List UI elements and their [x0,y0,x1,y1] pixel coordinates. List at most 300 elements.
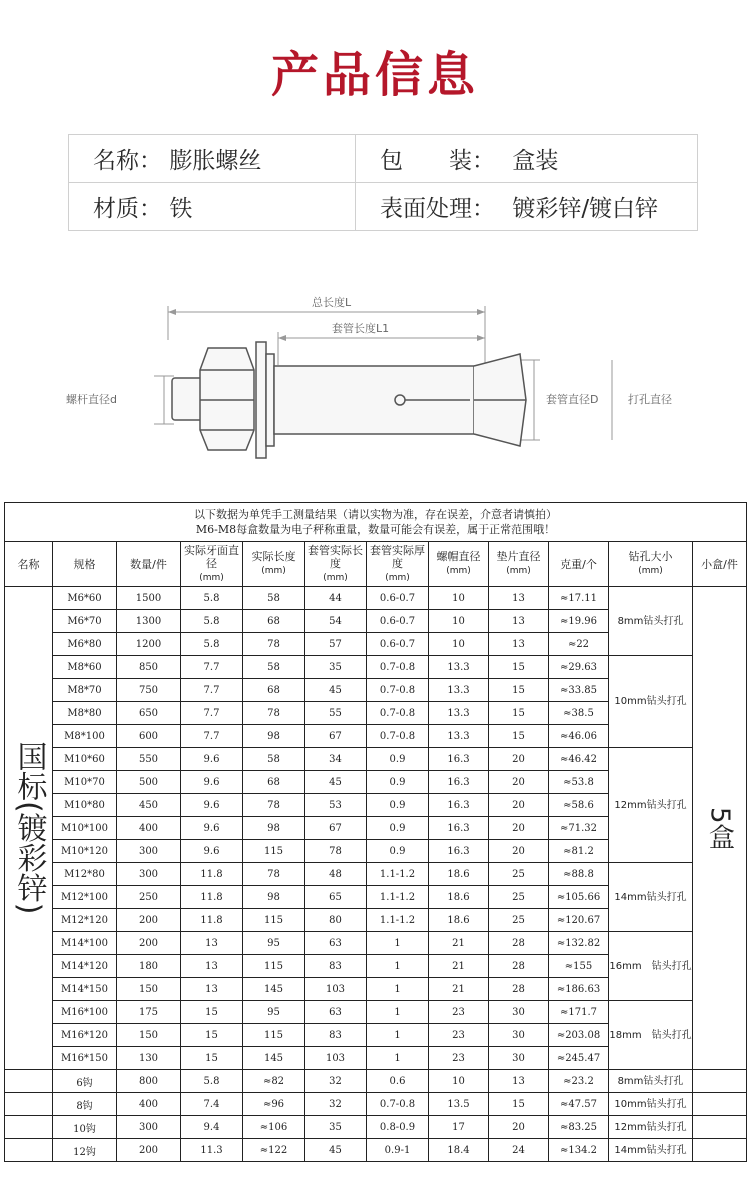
cell-thread: 9.6 [181,794,243,817]
header-sleeve-length-label: 套管实际长度 [308,543,363,570]
cell-sleeve-length: 45 [305,679,367,702]
name-label: 名称： [93,148,162,174]
cell-spec: M14*100 [53,932,117,955]
cell-thread: 5.8 [181,610,243,633]
cell-length: 58 [243,587,305,610]
cell-length: ≈122 [243,1139,305,1162]
cell-sleeve-thickness: 0.6-0.7 [367,633,429,656]
cell-spec: M8*60 [53,656,117,679]
header-sleeve-thickness-label: 套管实际厚度 [370,543,425,570]
table-row [5,748,747,771]
cell-length: ≈106 [243,1116,305,1139]
cell-sleeve-thickness: 0.7-0.8 [367,679,429,702]
cell-spec: M12*80 [53,863,117,886]
unit-label: (mm) [446,566,471,576]
cell-weight: ≈19.96 [549,610,609,633]
cell-length: 145 [243,1047,305,1070]
cell-qty: 400 [117,1093,181,1116]
cell-sleeve-length: 67 [305,817,367,840]
cell-sleeve-thickness: 0.9-1 [367,1139,429,1162]
cell-nut: 13.3 [429,679,489,702]
cell-length: ≈96 [243,1093,305,1116]
header-name: 名称 [5,542,53,587]
category-cell-empty [5,1116,53,1139]
cell-thread: 11.3 [181,1139,243,1162]
cell-spec: 12钩 [53,1139,117,1162]
category-cell-empty [5,1093,53,1116]
cell-sleeve-thickness: 1 [367,1024,429,1047]
table-row [5,1116,747,1139]
cell-sleeve-length: 55 [305,702,367,725]
cell-nut: 18.4 [429,1139,489,1162]
table-row [5,863,747,886]
cell-length: 115 [243,909,305,932]
drill-size-cell: 8mm钻头打孔 [609,587,693,656]
cell-weight: ≈120.67 [549,909,609,932]
cell-spec: M12*100 [53,886,117,909]
cell-spec: M8*80 [53,702,117,725]
cell-qty: 200 [117,1139,181,1162]
cell-spec: M8*100 [53,725,117,748]
cell-length: ≈82 [243,1070,305,1093]
cell-thread: 11.8 [181,909,243,932]
unit-label: (mm) [323,572,348,583]
cell-washer: 30 [489,1024,549,1047]
cell-nut: 13.3 [429,656,489,679]
cell-sleeve-thickness: 0.9 [367,748,429,771]
table-row [5,1070,747,1093]
surface-value: 镀彩锌/镀白锌 [512,196,659,222]
cell-sleeve-thickness: 1.1-1.2 [367,886,429,909]
cell-spec: M6*60 [53,587,117,610]
cell-sleeve-length: 67 [305,725,367,748]
cell-spec: 10钩 [53,1116,117,1139]
header-nut-label: 螺帽直径 [436,550,481,563]
cell-thread: 15 [181,1001,243,1024]
cell-weight: ≈186.63 [549,978,609,1001]
cell-nut: 16.3 [429,817,489,840]
surface-cell [356,183,698,231]
cell-sleeve-length: 103 [305,978,367,1001]
table-header-row [5,542,747,587]
cell-washer: 30 [489,1047,549,1070]
cell-thread: 9.4 [181,1116,243,1139]
cell-weight: ≈17.11 [549,587,609,610]
cell-nut: 21 [429,978,489,1001]
cell-sleeve-thickness: 0.7-0.8 [367,1093,429,1116]
cell-washer: 15 [489,656,549,679]
unit-label: (mm) [385,572,410,583]
page-title: 产品信息 [270,47,479,103]
cell-weight: ≈38.5 [549,702,609,725]
note-line: 以下数据为单凭手工测量结果（请以实物为准，存在误差，介意者请慎拍） [194,508,558,521]
header-washer-label: 垫片直径 [496,550,541,563]
cell-length: 115 [243,955,305,978]
box-count-cell: 5盒 [693,587,747,1070]
cell-sleeve-thickness: 0.7-0.8 [367,656,429,679]
cell-weight: ≈58.6 [549,794,609,817]
cell-qty: 600 [117,725,181,748]
cell-qty: 550 [117,748,181,771]
cell-length: 145 [243,978,305,1001]
cell-sleeve-length: 53 [305,794,367,817]
cell-thread: 5.8 [181,587,243,610]
cell-length: 78 [243,863,305,886]
cell-sleeve-thickness: 0.9 [367,840,429,863]
cell-length: 98 [243,817,305,840]
cell-sleeve-thickness: 0.7-0.8 [367,702,429,725]
cell-nut: 18.6 [429,886,489,909]
table-note [5,503,747,542]
cell-spec: M10*70 [53,771,117,794]
cell-thread: 13 [181,978,243,1001]
box-count-cell-empty [693,1139,747,1162]
cell-weight: ≈105.66 [549,886,609,909]
cell-sleeve-length: 83 [305,1024,367,1047]
material-label: 材质： [93,196,162,222]
cell-length: 68 [243,771,305,794]
cell-washer: 30 [489,1001,549,1024]
cell-thread: 9.6 [181,840,243,863]
cell-sleeve-length: 54 [305,610,367,633]
cell-weight: ≈33.85 [549,679,609,702]
cell-sleeve-thickness: 1 [367,1047,429,1070]
cell-sleeve-thickness: 1 [367,1001,429,1024]
cell-qty: 130 [117,1047,181,1070]
cell-thread: 9.6 [181,748,243,771]
cell-sleeve-length: 32 [305,1070,367,1093]
cell-thread: 5.8 [181,633,243,656]
cell-nut: 13.5 [429,1093,489,1116]
total-length-label: 总长度L [312,296,352,309]
cell-weight: ≈88.8 [549,863,609,886]
pack-value: 盒装 [512,148,559,174]
cell-spec: M16*100 [53,1001,117,1024]
cell-spec: M16*150 [53,1047,117,1070]
cell-washer: 20 [489,840,549,863]
header-weight: 克重/个 [549,542,609,587]
cell-spec: M6*70 [53,610,117,633]
cell-nut: 16.3 [429,794,489,817]
cell-washer: 25 [489,886,549,909]
cell-sleeve-length: 65 [305,886,367,909]
cell-washer: 25 [489,863,549,886]
cell-sleeve-length: 103 [305,1047,367,1070]
box-count-cell-empty [693,1093,747,1116]
cell-sleeve-thickness: 1 [367,955,429,978]
cell-qty: 1200 [117,633,181,656]
cell-weight: ≈23.2 [549,1070,609,1093]
cell-washer: 15 [489,725,549,748]
cell-qty: 150 [117,978,181,1001]
table-row [5,932,747,955]
category-cell-empty [5,1070,53,1093]
note-line: M6-M8每盒数量为电子秤称重量，数量可能会有误差，属于正常范围哦！ [195,523,556,536]
cell-spec: M10*60 [53,748,117,771]
cell-thread: 5.8 [181,1070,243,1093]
cell-weight: ≈245.47 [549,1047,609,1070]
cell-nut: 16.3 [429,840,489,863]
cell-nut: 16.3 [429,771,489,794]
name-value: 膨胀螺丝 [169,148,262,174]
cell-qty: 450 [117,794,181,817]
header-nut [429,542,489,587]
drill-size-cell: 12mm钻头打孔 [609,748,693,863]
cell-weight: ≈81.2 [549,840,609,863]
cell-length: 115 [243,1024,305,1047]
info-row [69,183,698,231]
cell-sleeve-length: 34 [305,748,367,771]
cell-weight: ≈22 [549,633,609,656]
cell-washer: 20 [489,1116,549,1139]
cell-washer: 28 [489,955,549,978]
cell-weight: ≈134.2 [549,1139,609,1162]
unit-label: (mm) [506,566,531,576]
cell-washer: 15 [489,1093,549,1116]
header-thread [181,542,243,587]
cell-washer: 20 [489,771,549,794]
cell-length: 68 [243,679,305,702]
cell-sleeve-thickness: 1.1-1.2 [367,863,429,886]
pack-label: 包 装： [380,148,495,174]
arrow-marks [168,309,485,341]
drill-size-cell: 8mm钻头打孔 [609,1070,693,1093]
cell-thread: 15 [181,1024,243,1047]
cell-spec: M10*120 [53,840,117,863]
cell-washer: 15 [489,702,549,725]
table-row [5,1093,747,1116]
unit-label: (mm) [638,566,663,576]
cell-nut: 13.3 [429,702,489,725]
cell-qty: 1300 [117,610,181,633]
cell-qty: 175 [117,1001,181,1024]
cell-qty: 150 [117,1024,181,1047]
cell-nut: 10 [429,633,489,656]
cell-spec: M10*80 [53,794,117,817]
cell-nut: 23 [429,1024,489,1047]
cell-sleeve-length: 44 [305,587,367,610]
material-value: 铁 [169,196,193,222]
cell-weight: ≈46.06 [549,725,609,748]
cell-nut: 18.6 [429,909,489,932]
cell-sleeve-thickness: 0.8-0.9 [367,1116,429,1139]
cell-nut: 10 [429,610,489,633]
cell-thread: 9.6 [181,771,243,794]
cell-qty: 200 [117,932,181,955]
cell-washer: 25 [489,909,549,932]
cell-sleeve-length: 63 [305,932,367,955]
header-box: 小盒/件 [693,542,747,587]
cell-sleeve-length: 83 [305,955,367,978]
hole-diameter-label: 打孔直径 [628,393,672,406]
drill-size-cell: 10mm钻头打孔 [609,1093,693,1116]
name-cell [69,135,356,183]
cell-qty: 300 [117,1116,181,1139]
cell-nut: 17 [429,1116,489,1139]
cell-sleeve-thickness: 0.9 [367,771,429,794]
header-length-label: 实际长度 [251,550,296,563]
cell-spec: M6*80 [53,633,117,656]
drill-size-cell: 14mm钻头打孔 [609,863,693,932]
cell-washer: 24 [489,1139,549,1162]
drill-size-cell: 14mm钻头打孔 [609,1139,693,1162]
cell-sleeve-length: 35 [305,656,367,679]
cell-spec: 8钩 [53,1093,117,1116]
cell-thread: 7.7 [181,702,243,725]
cell-sleeve-length: 45 [305,771,367,794]
header-spec: 规格 [53,542,117,587]
cell-length: 68 [243,610,305,633]
cell-length: 78 [243,633,305,656]
cell-sleeve-length: 48 [305,863,367,886]
cell-thread: 9.6 [181,817,243,840]
cell-qty: 300 [117,840,181,863]
cell-thread: 11.8 [181,886,243,909]
drill-size-cell: 18mm 钻头打孔 [609,1001,693,1070]
cell-nut: 10 [429,587,489,610]
cell-sleeve-length: 35 [305,1116,367,1139]
cell-sleeve-thickness: 0.9 [367,817,429,840]
category-cell: 国标(镀彩锌) [5,587,53,1070]
cell-sleeve-thickness: 0.9 [367,794,429,817]
cell-sleeve-length: 80 [305,909,367,932]
cell-length: 58 [243,748,305,771]
header-qty: 数量/件 [117,542,181,587]
cell-spec: M14*150 [53,978,117,1001]
cell-sleeve-length: 32 [305,1093,367,1116]
cell-length: 78 [243,702,305,725]
cell-qty: 500 [117,771,181,794]
cell-weight: ≈71.32 [549,817,609,840]
table-row [5,656,747,679]
table-row [5,1001,747,1024]
cell-qty: 650 [117,702,181,725]
cell-sleeve-length: 57 [305,633,367,656]
cell-sleeve-length: 63 [305,1001,367,1024]
spec-table [4,502,747,1162]
cell-nut: 10 [429,1070,489,1093]
header-length [243,542,305,587]
category-cell-empty [5,1139,53,1162]
cell-nut: 16.3 [429,748,489,771]
cell-sleeve-length: 45 [305,1139,367,1162]
cell-nut: 13.3 [429,725,489,748]
cell-nut: 18.6 [429,863,489,886]
box-count-cell-empty [693,1116,747,1139]
cell-length: 115 [243,840,305,863]
cell-weight: ≈155 [549,955,609,978]
cell-thread: 15 [181,1047,243,1070]
cell-weight: ≈203.08 [549,1024,609,1047]
rod-diameter-label: 螺杆直径d [66,393,117,406]
cell-washer: 20 [489,748,549,771]
cell-washer: 13 [489,610,549,633]
cell-weight: ≈53.8 [549,771,609,794]
material-cell [69,183,356,231]
header-sleeve-thickness [367,542,429,587]
cell-thread: 11.8 [181,863,243,886]
cell-spec: 6钩 [53,1070,117,1093]
sleeve-length-label: 套管长度L1 [332,322,390,335]
cell-qty: 1500 [117,587,181,610]
cell-nut: 21 [429,932,489,955]
cell-thread: 7.4 [181,1093,243,1116]
cell-length: 98 [243,725,305,748]
cell-qty: 850 [117,656,181,679]
header-drill [609,542,693,587]
cell-length: 95 [243,932,305,955]
table-row [5,587,747,610]
pack-cell [356,135,698,183]
cell-sleeve-thickness: 1.1-1.2 [367,909,429,932]
cell-weight: ≈29.63 [549,656,609,679]
cell-washer: 20 [489,817,549,840]
cell-thread: 7.7 [181,679,243,702]
cell-washer: 13 [489,1070,549,1093]
cell-washer: 13 [489,633,549,656]
cell-spec: M10*100 [53,817,117,840]
drill-size-cell: 12mm钻头打孔 [609,1116,693,1139]
sleeve-diameter-label: 套管直径D [546,393,599,406]
cell-thread: 7.7 [181,656,243,679]
cell-weight: ≈132.82 [549,932,609,955]
product-info-table [68,134,698,231]
cell-nut: 23 [429,1047,489,1070]
cell-length: 98 [243,886,305,909]
cell-thread: 13 [181,955,243,978]
header-washer [489,542,549,587]
box-count-cell-empty [693,1070,747,1093]
drill-size-cell: 10mm钻头打孔 [609,656,693,748]
info-row [69,135,698,183]
cell-qty: 200 [117,909,181,932]
cell-sleeve-thickness: 0.6 [367,1070,429,1093]
cell-weight: ≈46.42 [549,748,609,771]
cell-qty: 800 [117,1070,181,1093]
cell-length: 95 [243,1001,305,1024]
cell-weight: ≈171.7 [549,1001,609,1024]
cell-qty: 250 [117,886,181,909]
cell-spec: M8*70 [53,679,117,702]
cell-length: 78 [243,794,305,817]
cell-spec: M16*120 [53,1024,117,1047]
spec-table-body [5,587,747,1162]
cell-spec: M14*120 [53,955,117,978]
unit-label: (mm) [199,572,224,583]
header-drill-label: 钻孔大小 [628,550,673,563]
cell-sleeve-thickness: 1 [367,978,429,1001]
unit-label: (mm) [261,566,286,576]
cell-nut: 23 [429,1001,489,1024]
expansion-bolt-diagram [50,290,700,470]
cell-washer: 15 [489,679,549,702]
cell-qty: 750 [117,679,181,702]
header-sleeve-length [305,542,367,587]
cell-sleeve-thickness: 0.7-0.8 [367,725,429,748]
cell-sleeve-thickness: 0.6-0.7 [367,610,429,633]
cell-qty: 180 [117,955,181,978]
cell-sleeve-thickness: 0.6-0.7 [367,587,429,610]
cell-nut: 21 [429,955,489,978]
cell-sleeve-length: 78 [305,840,367,863]
cell-washer: 28 [489,932,549,955]
cell-sleeve-thickness: 1 [367,932,429,955]
cell-length: 58 [243,656,305,679]
cell-weight: ≈83.25 [549,1116,609,1139]
cell-weight: ≈47.57 [549,1093,609,1116]
cell-washer: 20 [489,794,549,817]
cell-qty: 400 [117,817,181,840]
